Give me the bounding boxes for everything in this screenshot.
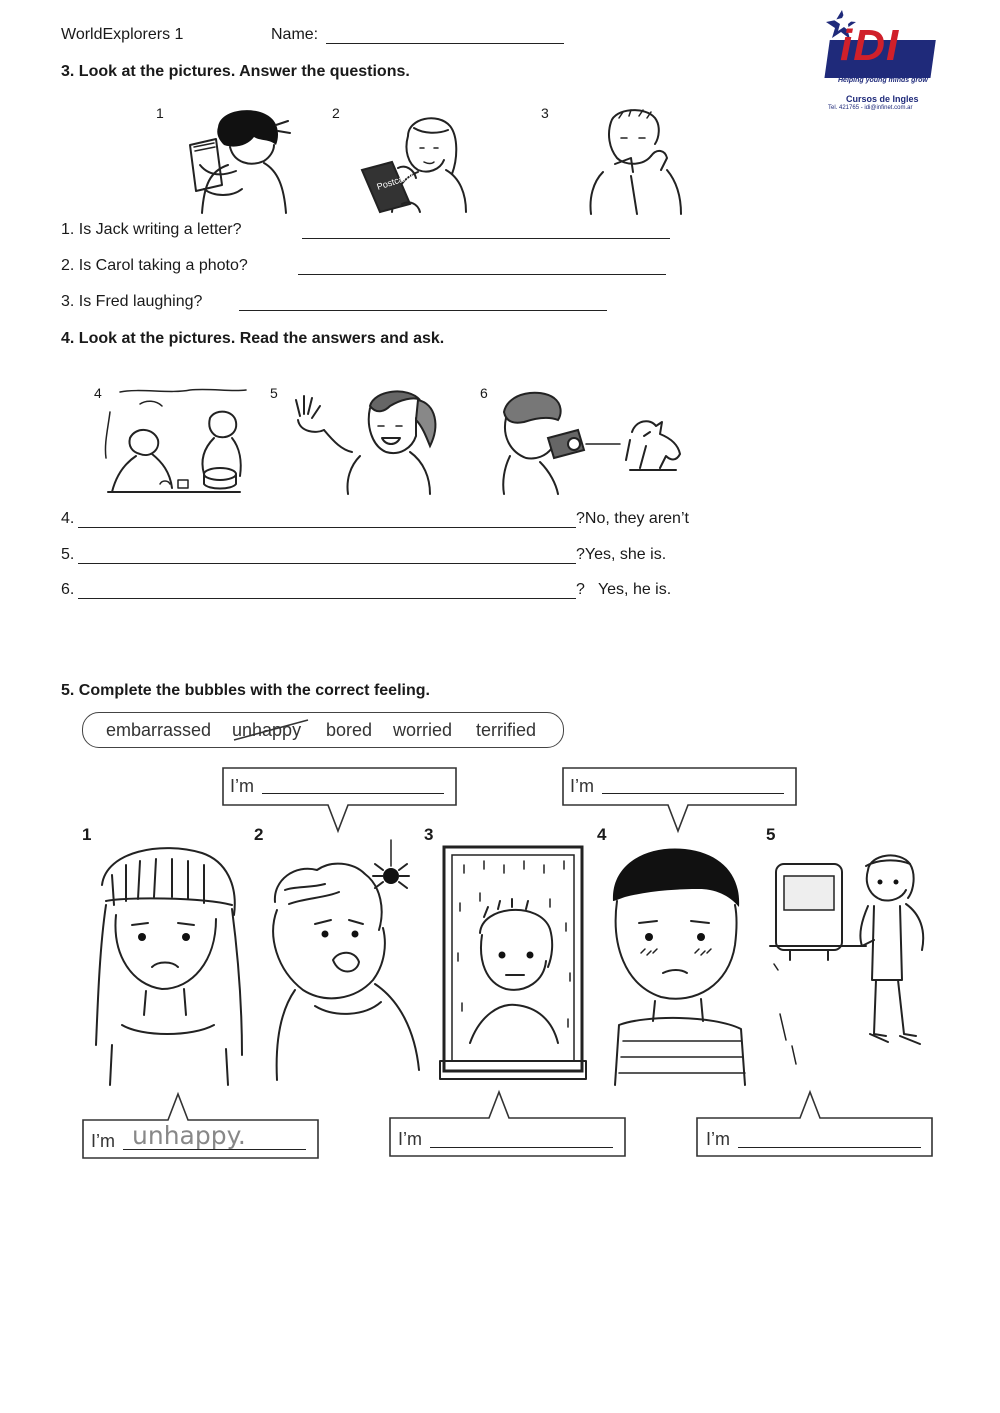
ex3-title: 3. Look at the pictures. Answer the questions. [61,63,410,80]
name-input-line[interactable] [326,43,564,44]
character-3-girl-window [440,843,590,1083]
ex5-picture-number: 5 [766,825,776,844]
ex3-picture-number: 2 [332,105,340,121]
ex5-picture-number: 4 [597,825,607,844]
ex4-answer: ? Yes, he is. [576,581,672,598]
speech-bubble-3 [387,1088,629,1160]
ex3-question: 1. Is Jack writing a letter? [61,221,242,238]
answer-line[interactable] [239,310,607,311]
idi-logo [822,10,940,115]
bubble-prefix: I’m [398,1129,422,1149]
ex4-title: 4. Look at the pictures. Read the answers and ask. [61,330,445,347]
course-title: WorldExplorers 1 [61,26,184,43]
ex4-answer: ?No, they aren’t [576,510,689,527]
word-bank-item: worried [393,720,453,740]
picture-picnic [100,388,248,500]
ex3-picture-number: 1 [156,105,164,121]
bubble-prefix: I’m [706,1129,730,1149]
ex5-picture-number: 3 [424,825,434,844]
ex3-question: 2. Is Carol taking a photo? [61,257,248,274]
character-1-girl [92,845,252,1085]
ex5-picture-number: 2 [254,825,264,844]
word-bank-item-crossed: unhappy [232,720,302,740]
speech-bubble-4 [560,765,800,835]
ex4-picture-number: 6 [480,385,488,401]
answer-line[interactable] [298,274,666,275]
ex3-question: 3. Is Fred laughing? [61,293,203,310]
ex4-picture-number: 5 [270,385,278,401]
ex5-title: 5. Complete the bubbles with the correct feeling. [61,682,430,699]
bubble-answer-line[interactable] [430,1147,613,1148]
ex4-item-number: 4. [61,510,75,527]
picture-jack-writing [180,105,295,215]
question-line[interactable] [78,598,576,599]
ex4-item-number: 5. [61,546,75,563]
ex4-answer: ?Yes, she is. [576,546,667,563]
bubble-answer-line[interactable] [602,793,784,794]
character-4-boy [605,845,755,1085]
question-line[interactable] [78,563,576,564]
book-title: Postcards [375,170,417,192]
picture-man-camera-dog [500,388,690,494]
character-2-boy [255,840,425,1080]
logo-contact: Tel. 421765 - idi@infinet.com.ar [828,105,913,111]
name-label: Name: [271,26,319,43]
bubble-prefix: I’m [230,776,254,796]
picture-carol-reading [358,108,473,218]
speech-bubble-5 [694,1088,936,1160]
bubble-answer-line[interactable] [738,1147,921,1148]
bubble-prefix: I’m [91,1131,115,1151]
ex4-picture-number: 4 [94,385,102,401]
answer-line[interactable] [302,238,670,239]
bubble-answer-line[interactable] [262,793,444,794]
bubble-prefix: I’m [570,776,594,796]
logo-brand: iDI [840,21,900,70]
example-answer: unhappy. [132,1121,246,1150]
word-bank-item: embarrassed [106,720,212,740]
logo-tagline: Helping young minds grow [838,77,928,84]
question-line[interactable] [78,527,576,528]
logo-subtitle: Cursos de Ingles [846,94,919,104]
strikethrough-mark [232,716,312,744]
picture-fred-laughing [585,108,685,216]
ex3-picture-number: 3 [541,105,549,121]
ex4-item-number: 6. [61,581,75,598]
ex5-picture-number: 1 [82,825,92,844]
word-bank-item: terrified [476,720,537,740]
word-bank-item: bored [326,720,373,740]
picture-girl-waving [290,386,460,494]
character-5-girl-bus [770,850,935,1060]
